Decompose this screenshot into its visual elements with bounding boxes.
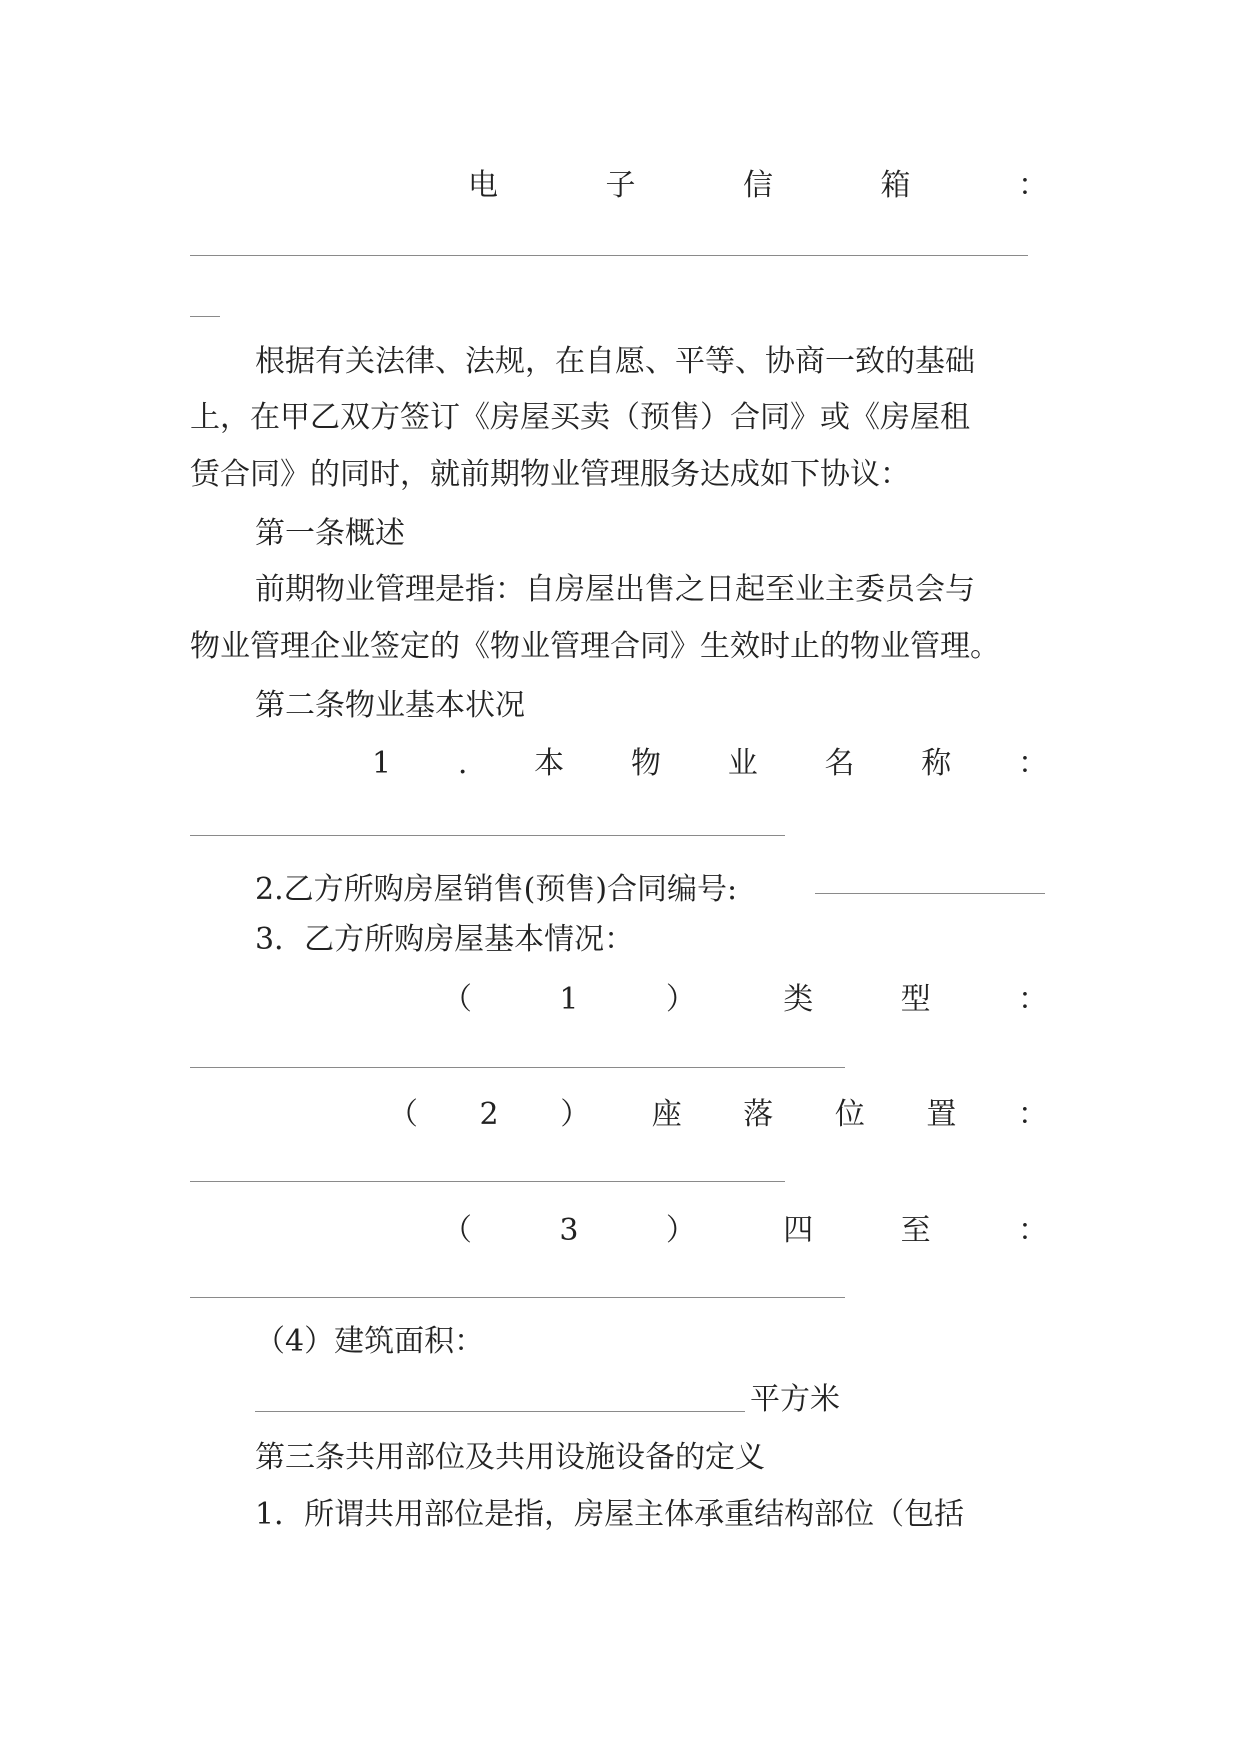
property-name-char: 名	[824, 746, 855, 781]
property-name-char: 称	[921, 746, 952, 781]
type-char: 类	[783, 982, 814, 1017]
email-colon: ：	[1018, 168, 1048, 203]
boundary-blank[interactable]	[190, 1297, 845, 1298]
email-blank-line-tail	[190, 316, 220, 317]
location-colon: ：	[1017, 1097, 1048, 1132]
intro-line: 根据有关法律、法规，在自愿、平等、协商一致的基础	[255, 344, 975, 379]
building-area-label: （4）建筑面积：	[255, 1324, 485, 1359]
type-char: ）	[665, 982, 696, 1017]
email-char: 箱	[880, 168, 911, 203]
boundary-char: 3	[559, 1213, 579, 1248]
article2-title: 第二条物业基本状况	[255, 688, 525, 723]
boundary-char: 至	[900, 1213, 931, 1248]
location-char: （	[388, 1097, 418, 1132]
boundary-char: （	[442, 1213, 472, 1248]
location-label-row	[388, 1095, 1048, 1135]
intro-line: 上，在甲乙双方签订《房屋买卖（预售）合同》或《房屋租	[190, 400, 970, 435]
property-name-label-row	[372, 744, 1048, 784]
building-area-unit: 平方米	[750, 1382, 840, 1417]
boundary-char: 四	[783, 1213, 814, 1248]
location-char: 置	[926, 1097, 957, 1132]
property-name-blank[interactable]	[190, 835, 785, 836]
contract-number-label: 2.乙方所购房屋销售(预售)合同编号:	[255, 872, 738, 907]
location-char: 2	[479, 1097, 499, 1132]
type-char: 1	[559, 982, 579, 1017]
house-info-label: 3．乙方所购房屋基本情况：	[255, 922, 635, 957]
property-name-char: 1	[372, 746, 392, 781]
article1-title: 第一条概述	[255, 516, 405, 551]
contract-number-blank[interactable]	[815, 893, 1045, 894]
article3-title: 第三条共用部位及共用设施设备的定义	[255, 1440, 765, 1475]
email-char: 子	[605, 168, 636, 203]
article3-item1: 1．所谓共用部位是指，房屋主体承重结构部位（包括	[255, 1497, 965, 1532]
location-char: 座	[651, 1097, 682, 1132]
type-colon: ：	[1017, 982, 1048, 1017]
type-label-row	[442, 980, 1048, 1020]
type-char: 型	[900, 982, 931, 1017]
intro-line: 赁合同》的同时，就前期物业管理服务达成如下协议：	[190, 457, 910, 492]
email-blank-line[interactable]	[190, 255, 1028, 256]
email-char: 电	[468, 168, 498, 203]
building-area-blank[interactable]	[255, 1411, 745, 1412]
location-char: ）	[560, 1097, 591, 1132]
boundary-char: ）	[665, 1213, 696, 1248]
location-blank[interactable]	[190, 1181, 785, 1182]
type-char: （	[442, 982, 472, 1017]
boundary-label-row	[442, 1211, 1048, 1251]
location-char: 位	[834, 1097, 865, 1132]
property-name-char: 业	[727, 746, 758, 781]
type-blank[interactable]	[190, 1067, 845, 1068]
location-char: 落	[743, 1097, 774, 1132]
property-name-char: 本	[534, 746, 565, 781]
article1-body-line: 前期物业管理是指：自房屋出售之日起至业主委员会与	[255, 572, 975, 607]
property-name-char: 物	[630, 746, 661, 781]
property-name-char: .	[457, 746, 468, 781]
boundary-colon: ：	[1017, 1213, 1048, 1248]
email-char: 信	[743, 168, 773, 203]
property-name-colon: ：	[1018, 746, 1048, 781]
article1-body-line: 物业管理企业签定的《物业管理合同》生效时止的物业管理。	[190, 629, 1000, 664]
email-label-row	[468, 166, 1048, 206]
